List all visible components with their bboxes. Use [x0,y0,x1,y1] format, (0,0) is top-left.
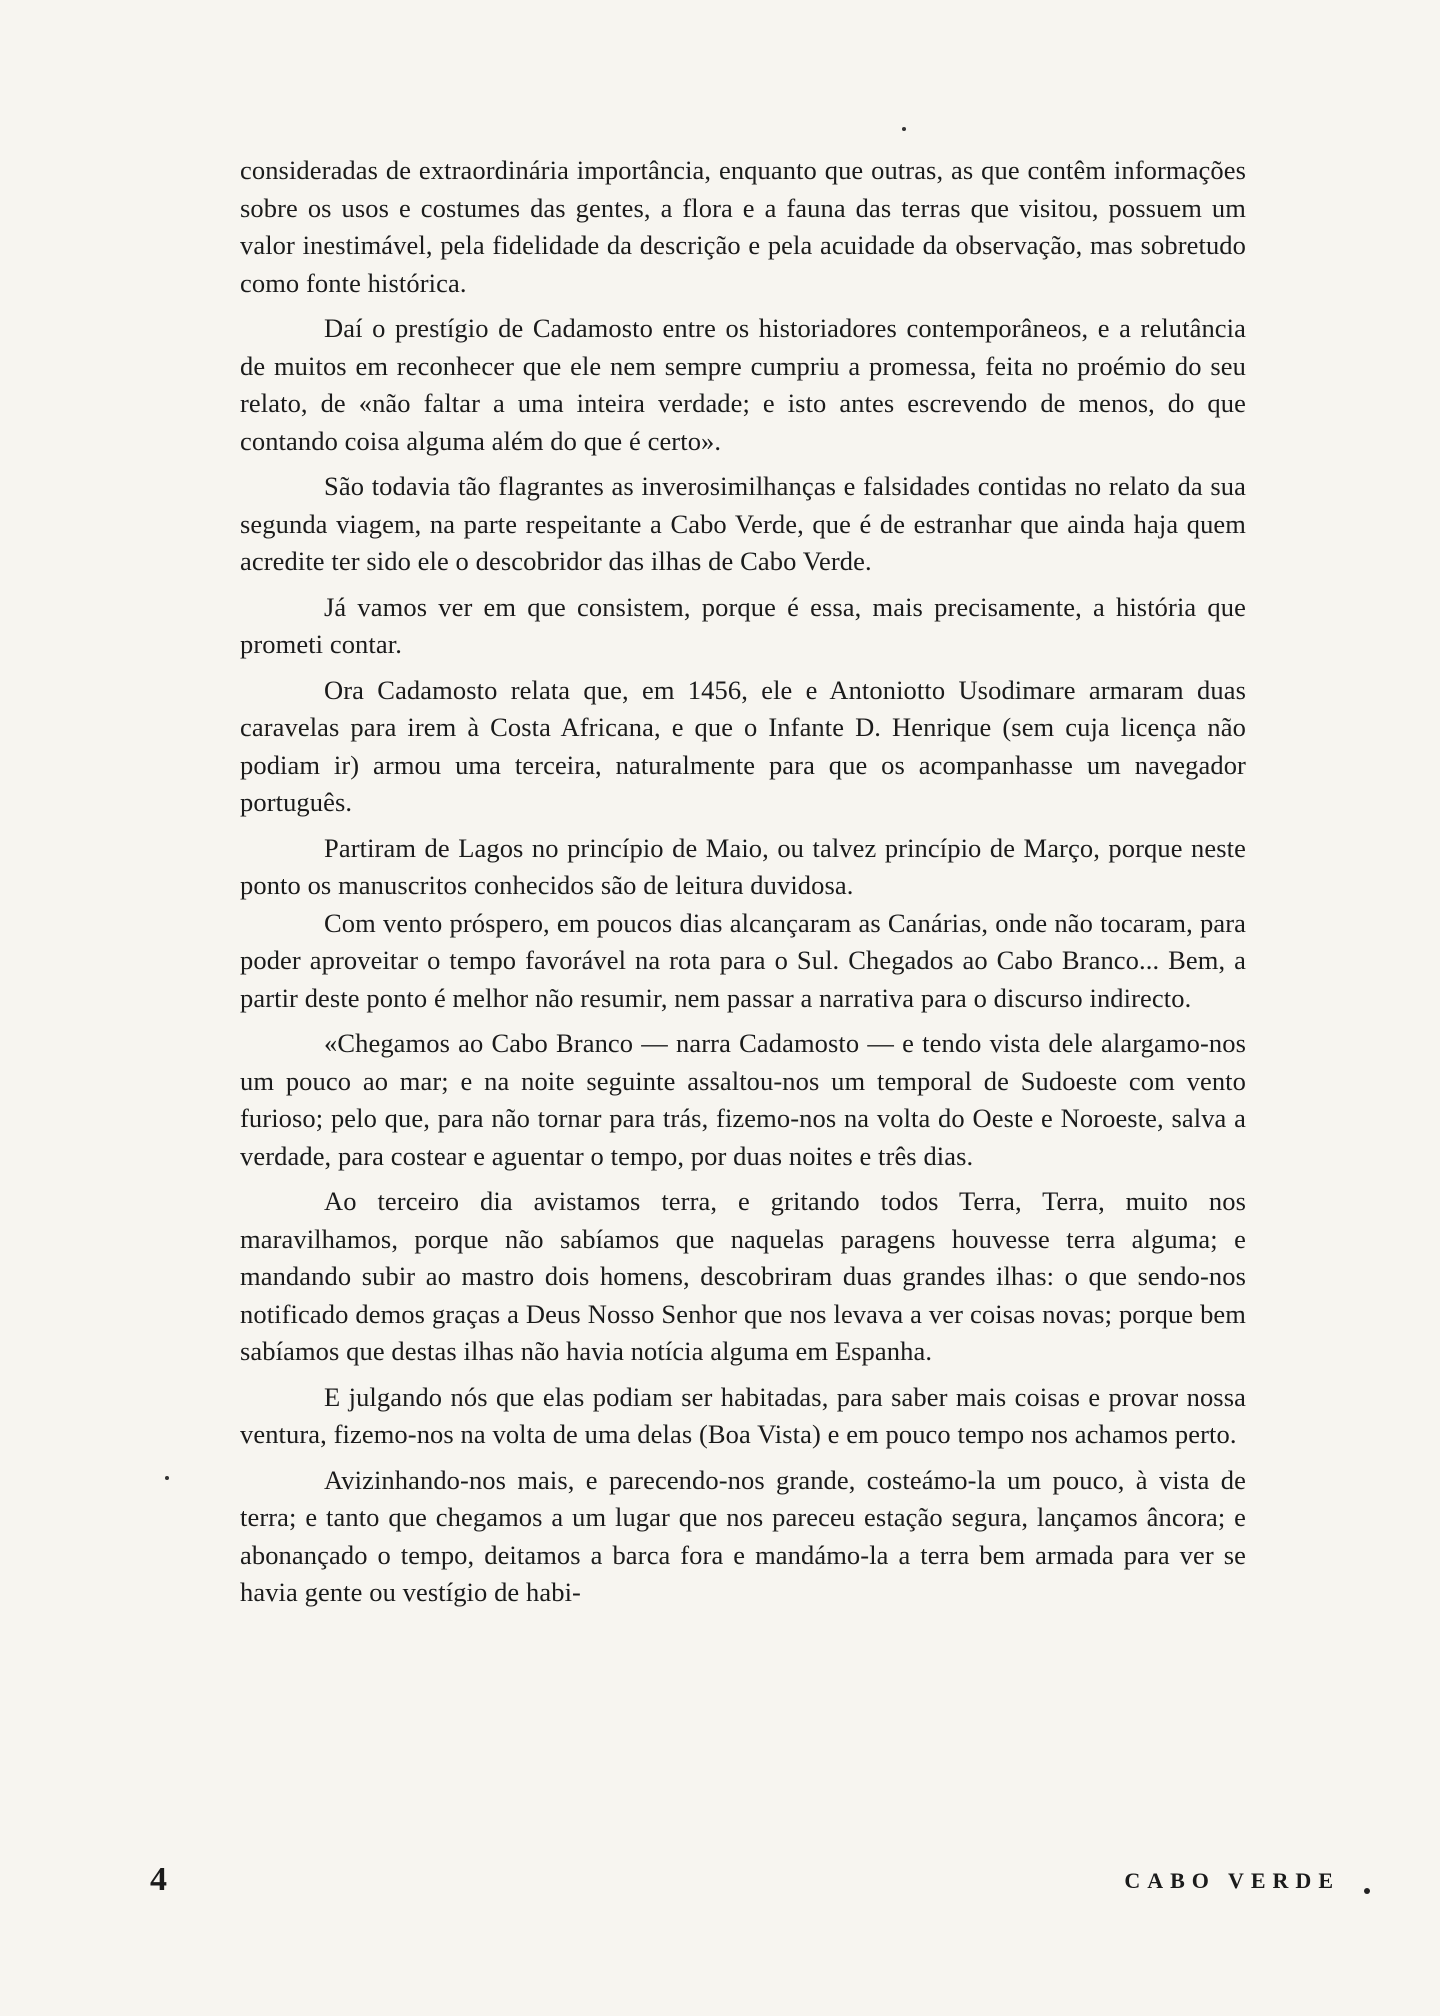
running-title: CABO VERDE [1124,1868,1340,1893]
paragraph: Ora Cadamosto relata que, em 1456, ele e Antoniotto Usodimare armaram duas caravelas para irem à Costa Africana, e que o Infante D. Henrique (sem cuja licença não podiam ir) armou uma terceira, naturalmente para que os acompanhasse um navegador português. [240,674,1246,817]
ink-speck [1364,1888,1370,1894]
paragraph-continuation: consideradas de extraordinária importância, enquanto que outras, as que contêm informações sobre os usos e costumes das gentes, a flora e a fauna das terras que visitou, possuem um valor inestimável, pela fidelidade da descrição e pela acuidade da observação, mas sobretudo como fonte histórica. [240,155,1246,298]
paragraph: Partiram de Lagos no princípio de Maio, ou talvez princípio de Março, porque neste ponto os manuscritos conhecidos são de leitura duvidosa. [240,832,1246,900]
paragraph: Com vento próspero, em poucos dias alcançaram as Canárias, onde não tocaram, para poder aproveitar o tempo favorável na rota para o Sul. Chegados ao Cabo Branco... Bem, a partir deste ponto é melhor não resumir, nem passar a narrativa para o discurso indirecto. [240,907,1246,1013]
ink-speck [165,1476,169,1480]
paragraph: Daí o prestígio de Cadamosto entre os historiadores contemporâneos, e a relutância de muitos em reconhecer que ele nem sempre cumpriu a promessa, feita no proémio do seu relato, de «não faltar a uma inteira verdade; e isto antes escrevendo de menos, do que contando coisa alguma além do que é certo». [240,313,1246,456]
page-footer [0,1858,1440,1918]
paragraph: Já vamos ver em que consistem, porque é essa, mais precisamente, a história que prometi contar. [240,591,1246,659]
paragraph-quote: «Chegamos ao Cabo Branco — narra Cadamosto — e tendo vista dele alargamo-nos um pouco ao mar; e na noite seguinte assaltou-nos um temporal de Sudoeste com vento furioso; pelo que, para não tornar para trás, fizemo-nos na volta do Oeste e Noroeste, salva a verdade, para costear e aguentar o tempo, por duas noites e três dias. [240,1028,1246,1171]
ink-speck [902,127,906,131]
body-text [240,152,1246,1612]
paragraph: São todavia tão flagrantes as inverosimilhanças e falsidades contidas no relato da sua segunda viagem, na parte respeitante a Cabo Verde, que é de estranhar que ainda haja quem acredite ter sido ele o descobridor das ilhas de Cabo Verde. [240,471,1246,576]
paragraph-quote: Avizinhando-nos mais, e parecendo-nos grande, costeámo-la um pouco, à vista de terra; e tanto que chegamos a um lugar que nos pareceu estação segura, lançamos âncora; e abonançado o tempo, deitamos a barca fora e mandámo-la a terra bem armada para ver se havia gente ou vestígio de habi- [240,1464,1246,1607]
page-number: 4 [150,1861,167,1898]
paragraph-quote: E julgando nós que elas podiam ser habitadas, para saber mais coisas e provar nossa ventura, fizemo-nos na volta de uma delas (Boa Vista) e em pouco tempo nos achamos perto. [240,1381,1246,1449]
paragraph-quote: Ao terceiro dia avistamos terra, e gritando todos Terra, Terra, muito nos maravilhamos, porque não sabíamos que naquelas paragens houvesse terra alguma; e mandando subir ao mastro dois homens, descobriram duas grandes ilhas: o que sendo-nos notificado demos graças a Deus Nosso Senhor que nos levava a ver coisas novas; porque bem sabíamos que destas ilhas não havia notícia alguma em Espanha. [240,1186,1246,1366]
